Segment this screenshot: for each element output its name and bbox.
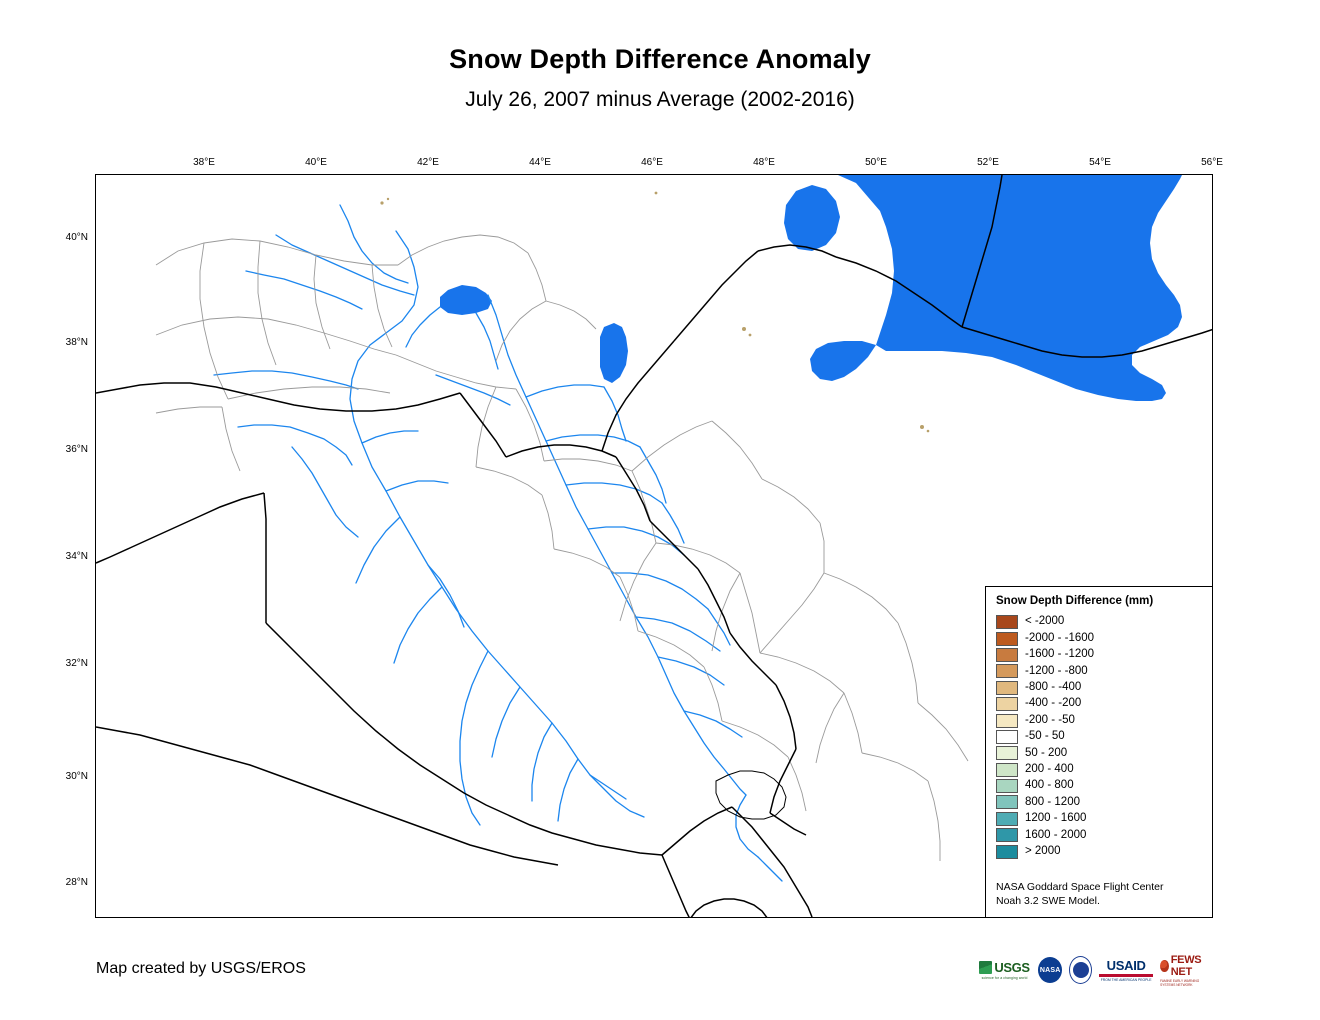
legend-label: 200 - 400 xyxy=(1025,762,1074,775)
caspian-sea-water xyxy=(784,175,1182,401)
legend-item xyxy=(996,827,1202,843)
legend-label: 50 - 200 xyxy=(1025,746,1068,759)
legend-swatch xyxy=(996,615,1018,629)
legend-item xyxy=(996,729,1202,745)
legend-item xyxy=(996,794,1202,810)
page-title: Snow Depth Difference Anomaly xyxy=(449,44,871,74)
nasa-logo: NASA xyxy=(1038,957,1062,983)
usgs-logo-mark xyxy=(979,960,1029,975)
usaid-tagline: FROM THE AMERICAN PEOPLE xyxy=(1100,978,1152,982)
usaid-bar-icon xyxy=(1099,974,1153,977)
lon-label-40e: 40°E xyxy=(305,157,327,168)
lon-label-46e: 46°E xyxy=(641,157,663,168)
legend-label: -1200 - -800 xyxy=(1025,664,1088,677)
usgs-mark-icon xyxy=(979,961,992,974)
page-subtitle: July 26, 2007 minus Average (2002-2016) xyxy=(465,88,855,111)
lake-features xyxy=(440,285,628,383)
legend-label: > 2000 xyxy=(1025,844,1061,857)
legend-label: -400 - -200 xyxy=(1025,697,1082,710)
legend-swatch xyxy=(996,779,1018,793)
lat-label-38n: 38°N xyxy=(65,337,88,348)
us-seal-logo xyxy=(1069,956,1092,984)
map-legend xyxy=(985,586,1213,918)
fews-net-logo xyxy=(1160,953,1210,987)
usgs-logo xyxy=(978,956,1031,984)
lon-label-54e: 54°E xyxy=(1089,157,1111,168)
lon-label-52e: 52°E xyxy=(977,157,999,168)
lat-label-36n: 36°N xyxy=(65,444,88,455)
legend-item xyxy=(996,663,1202,679)
lon-label-56e: 56°E xyxy=(1201,157,1223,168)
legend-swatch xyxy=(996,746,1018,760)
lat-label-30n: 30°N xyxy=(65,771,88,782)
legend-label: -2000 - -1600 xyxy=(1025,631,1095,644)
legend-item xyxy=(996,843,1202,859)
legend-item xyxy=(996,614,1202,630)
legend-item xyxy=(996,630,1202,646)
lat-label-32n: 32°N xyxy=(65,658,88,669)
legend-swatch xyxy=(996,795,1018,809)
legend-item xyxy=(996,778,1202,794)
lat-label-40n: 40°N xyxy=(65,232,88,243)
legend-swatch xyxy=(996,632,1018,646)
river-network xyxy=(214,205,782,881)
legend-swatch xyxy=(996,763,1018,777)
legend-swatch xyxy=(996,730,1018,744)
admin-boundaries xyxy=(156,235,968,861)
legend-item xyxy=(996,811,1202,827)
legend-label: 1600 - 2000 xyxy=(1025,828,1087,841)
legend-swatch xyxy=(996,714,1018,728)
lon-label-50e: 50°E xyxy=(865,157,887,168)
map-credit: Map created by USGS/EROS xyxy=(96,960,306,977)
legend-label: 1200 - 1600 xyxy=(1025,812,1087,825)
legend-swatch xyxy=(996,681,1018,695)
legend-label: -1600 - -1200 xyxy=(1025,648,1095,661)
fews-net-logo-mark xyxy=(1160,954,1210,978)
seal-icon xyxy=(1073,962,1089,978)
lat-label-34n: 34°N xyxy=(65,551,88,562)
legend-label: -800 - -400 xyxy=(1025,681,1082,693)
legend-label: -200 - -50 xyxy=(1025,713,1075,726)
usgs-wordmark: USGS xyxy=(994,960,1030,975)
legend-swatch xyxy=(996,845,1018,859)
legend-item xyxy=(996,696,1202,712)
legend-swatch xyxy=(996,828,1018,842)
lon-label-44e: 44°E xyxy=(529,157,551,168)
fews-net-wordmark: FEWS NET xyxy=(1170,953,1202,978)
usaid-logo xyxy=(1099,956,1153,984)
lon-label-38e: 38°E xyxy=(193,157,215,168)
lat-label-28n: 28°N xyxy=(65,877,88,888)
globe-icon xyxy=(1160,960,1169,972)
legend-label: < -2000 xyxy=(1025,615,1065,628)
legend-label: 400 - 800 xyxy=(1025,779,1074,792)
legend-swatch xyxy=(996,664,1018,678)
fews-net-tagline: FAMINE EARLY WARNING SYSTEMS NETWORK xyxy=(1160,978,1200,987)
legend-item xyxy=(996,745,1202,761)
legend-swatch xyxy=(996,697,1018,711)
legend-swatch xyxy=(996,812,1018,826)
legend-title: Snow Depth Difference (mm) xyxy=(996,595,1154,607)
legend-swatch xyxy=(996,648,1018,662)
legend-source-note xyxy=(996,881,1164,909)
usgs-tagline: science for a changing world xyxy=(981,976,1028,980)
legend-item xyxy=(996,680,1202,696)
lon-label-42e: 42°E xyxy=(417,157,439,168)
legend-label: 800 - 1200 xyxy=(1025,795,1080,808)
usaid-wordmark: USAID xyxy=(1106,958,1146,973)
legend-item xyxy=(996,647,1202,663)
lon-label-48e: 48°E xyxy=(753,157,775,168)
legend-item xyxy=(996,712,1202,728)
legend-label: -50 - 50 xyxy=(1025,730,1065,743)
legend-item xyxy=(996,762,1202,778)
legend-source-line2: Noah 3.2 SWE Model. xyxy=(996,895,1100,908)
legend-source-line1: NASA Goddard Space Flight Center xyxy=(996,881,1164,894)
logo-strip xyxy=(978,952,1210,988)
